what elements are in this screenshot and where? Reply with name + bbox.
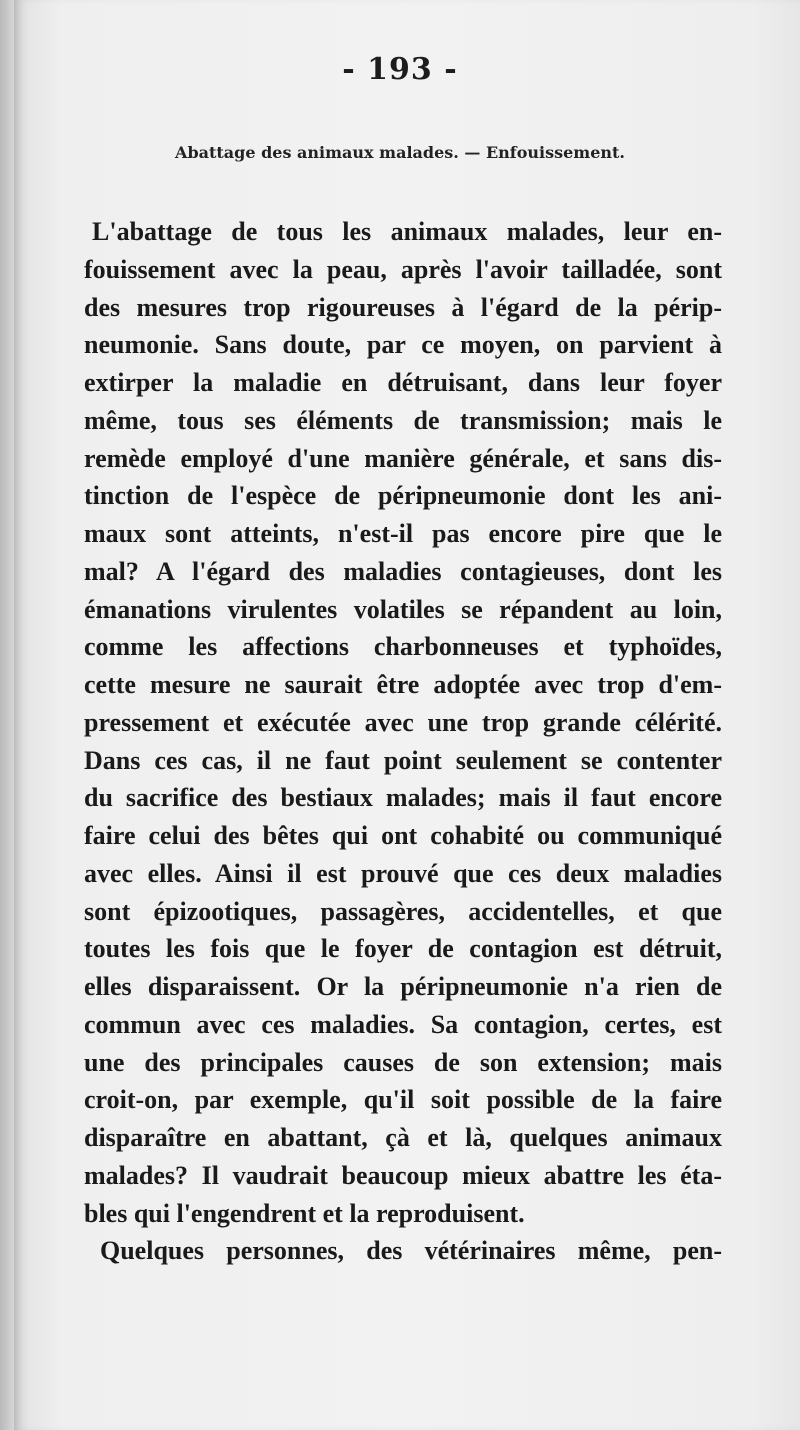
page-number: - 193 - [342,52,458,87]
text-line: tinction de l'espèce de péripneumonie dont les ani- [84,481,722,511]
text-line: fouissement avec la peau, après l'avoir tailladée, sont [84,254,722,284]
text-line: extirper la maladie en détruisant, dans leur foyer [84,368,722,397]
text-line: Quelques personnes, des vétérinaires même, pen- [100,1236,722,1266]
text-line: L'abattage de tous les animaux malades, leur en- [92,217,722,246]
text-line: avec elles. Ainsi il est prouvé que ces deux maladies [84,858,722,888]
text-line: croit-on, par exemple, qu'il soit possible de la faire [84,1085,722,1115]
text-line: sont épizootiques, passagères, accidentelles, et que [84,896,722,926]
text-line: Dans ces cas, il ne faut point seulement se contenter [84,745,722,775]
text-line: des mesures trop rigoureuses à l'égard de la périp- [84,292,722,322]
text-line: remède employé d'une manière générale, et sans dis- [84,443,722,473]
text-line: mal? A l'égard des maladies contagieuses, dont les [84,556,722,586]
text-line: neumonie. Sans doute, par ce moyen, on parvient à [84,330,722,360]
running-head: Abattage des animaux malades. — Enfouissement. [175,143,625,162]
text-line: même, tous ses éléments de transmission; mais le [84,405,722,435]
text-line: disparaître en abattant, çà et là, quelques animaux [84,1123,722,1152]
text-line: commun avec ces maladies. Sa contagion, certes, est [84,1009,722,1039]
text-line: elles disparaissent. Or la péripneumonie n'a rien de [84,972,722,1001]
text-line: pressement et exécutée avec une trop grande célérité. [84,707,722,737]
text-line: maux sont atteints, n'est-il pas encore pire que le [84,519,722,548]
body-text [84,213,722,1270]
text-line: émanations virulentes volatiles se répandent au loin, [84,594,722,624]
text-line: cette mesure ne saurait être adoptée avec trop d'em- [84,670,722,699]
text-line: malades? Il vaudrait beaucoup mieux abattre les éta- [84,1160,722,1190]
text-line: du sacrifice des bestiaux malades; mais il faut encore [84,783,722,813]
page-edge-shadow [0,0,14,1430]
text-line: comme les affections charbonneuses et typhoïdes, [84,632,722,662]
text-line: toutes les fois que le foyer de contagion est détruit, [84,934,722,964]
text-line: bles qui l'engendrent et la reproduisent. [84,1198,525,1228]
text-line: faire celui des bêtes qui ont cohabité ou communiqué [84,821,722,850]
text-line: une des principales causes de son extension; mais [84,1047,722,1077]
